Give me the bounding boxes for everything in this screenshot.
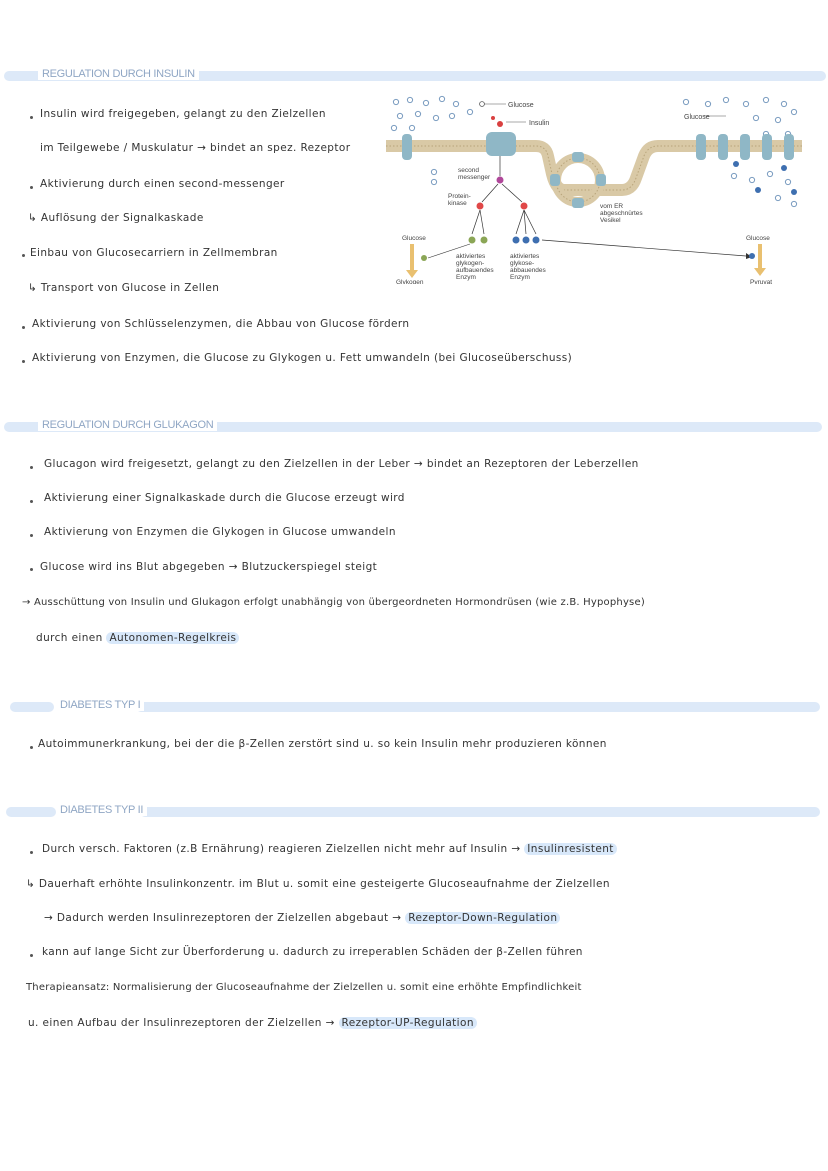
text-line: kann auf lange Sicht zur Überforderung u. dadurch zu irreperablen Schäden der β-Zellen führen bbox=[42, 946, 583, 958]
insulin-signaling-diagram bbox=[386, 94, 802, 284]
text-line: Aktivierung einer Signalkaskade durch die Glucose erzeugt wird bbox=[44, 492, 405, 504]
text-line: Durch versch. Faktoren (z.B Ernährung) reagieren Zielzellen nicht mehr auf Insulin → Insulinresistent bbox=[42, 843, 617, 855]
text-line: ↳ Auflösung der Signalkaskade bbox=[28, 212, 204, 224]
text-line: Aktivierung von Enzymen die Glykogen in Glucose umwandeln bbox=[44, 526, 396, 538]
text-line: durch einen Autonomen-Regelkreis bbox=[36, 632, 239, 644]
label-glucose-right: Glucose bbox=[684, 114, 710, 121]
section-header-glukagon bbox=[0, 420, 828, 434]
text-line: ↳ Transport von Glucose in Zellen bbox=[28, 282, 220, 294]
text-line: Therapieansatz: Normalisierung der Glucoseaufnahme der Zielzellen u. somit eine erhöhte Empfindlichkeit bbox=[26, 982, 582, 993]
section-title: DIABETES TYP I bbox=[56, 699, 144, 711]
label-glucose-left: Glucose bbox=[402, 235, 426, 242]
text-line: Einbau von Glucosecarriern in Zellmembran bbox=[30, 247, 278, 259]
vesicle bbox=[550, 152, 606, 208]
section-title: REGULATION DURCH GLUKAGON bbox=[38, 419, 217, 431]
receptor bbox=[402, 134, 412, 160]
section-header-typ2 bbox=[0, 805, 828, 819]
insulin-receptor bbox=[486, 132, 516, 156]
label-glucose: Glucose bbox=[508, 102, 534, 109]
label-enzym-1: aktiviertes glykogen-aufbauendes Enzym bbox=[456, 253, 494, 281]
text-line: → Dadurch werden Insulinrezeptoren der Zielzellen abgebaut → Rezeptor-Down-Regulation bbox=[44, 912, 560, 924]
text-line: Glucose wird ins Blut abgegeben → Blutzuckerspiegel steigt bbox=[40, 561, 378, 573]
text-line: Aktivierung von Enzymen, die Glucose zu Glykogen u. Fett umwandeln (bei Glucoseüberschuss) bbox=[32, 352, 573, 364]
label-glucose-far-right: Glucose bbox=[746, 235, 770, 242]
label-vesicle: vom ER abgeschnürtes Vesikel bbox=[600, 203, 643, 224]
text-line: Autoimmunerkrankung, bei der die β-Zellen zerstört sind u. so kein Insulin mehr produzieren können bbox=[38, 738, 607, 750]
text-line: → Ausschüttung von Insulin und Glukagon erfolgt unabhängig von übergeordneten Hormondrüsen (wie z.B. Hypophyse) bbox=[22, 597, 645, 608]
highlight-autonomer-regelkreis: Autonomen-Regelkreis bbox=[106, 632, 239, 644]
section-header-insulin bbox=[0, 69, 828, 83]
label-enzym-2: aktiviertes glykose-abbauendes Enzym bbox=[510, 253, 546, 281]
label-insulin: Insulin bbox=[529, 120, 550, 127]
text-line: Aktivierung durch einen second-messenger bbox=[40, 178, 285, 190]
label-glykogen: Glykogen bbox=[396, 279, 424, 284]
label-second-messenger: second messenger bbox=[458, 167, 491, 181]
section-title: REGULATION DURCH INSULIN bbox=[38, 68, 199, 80]
section-title: DIABETES TYP II bbox=[56, 804, 147, 816]
text-line: im Teilgewebe / Muskulatur → bindet an spez. Rezeptor bbox=[40, 142, 351, 154]
highlight-down-regulation: Rezeptor-Down-Regulation bbox=[405, 912, 560, 924]
label-pyruvat: Pyruvat bbox=[750, 279, 773, 284]
text-line: Insulin wird freigegeben, gelangt zu den Zielzellen bbox=[40, 108, 326, 120]
text-line: ↳ Dauerhaft erhöhte Insulinkonzentr. im Blut u. somit eine gesteigerte Glucoseaufnahme der Zielzellen bbox=[26, 878, 610, 890]
highlight-insulinresistent: Insulinresistent bbox=[524, 843, 617, 855]
text-line: u. einen Aufbau der Insulinrezeptoren der Zielzellen → Rezeptor-UP-Regulation bbox=[28, 1017, 477, 1029]
section-header-typ1 bbox=[0, 700, 828, 714]
text-line: Aktivierung von Schlüsselenzymen, die Abbau von Glucose fördern bbox=[32, 318, 410, 330]
label-protein-kinase: Protein-kinase bbox=[448, 193, 471, 207]
text-line: Glucagon wird freigesetzt, gelangt zu den Zielzellen in der Leber → bindet an Rezeptoren der Leberzellen bbox=[44, 458, 639, 470]
highlight-up-regulation: Rezeptor-UP-Regulation bbox=[339, 1017, 477, 1029]
